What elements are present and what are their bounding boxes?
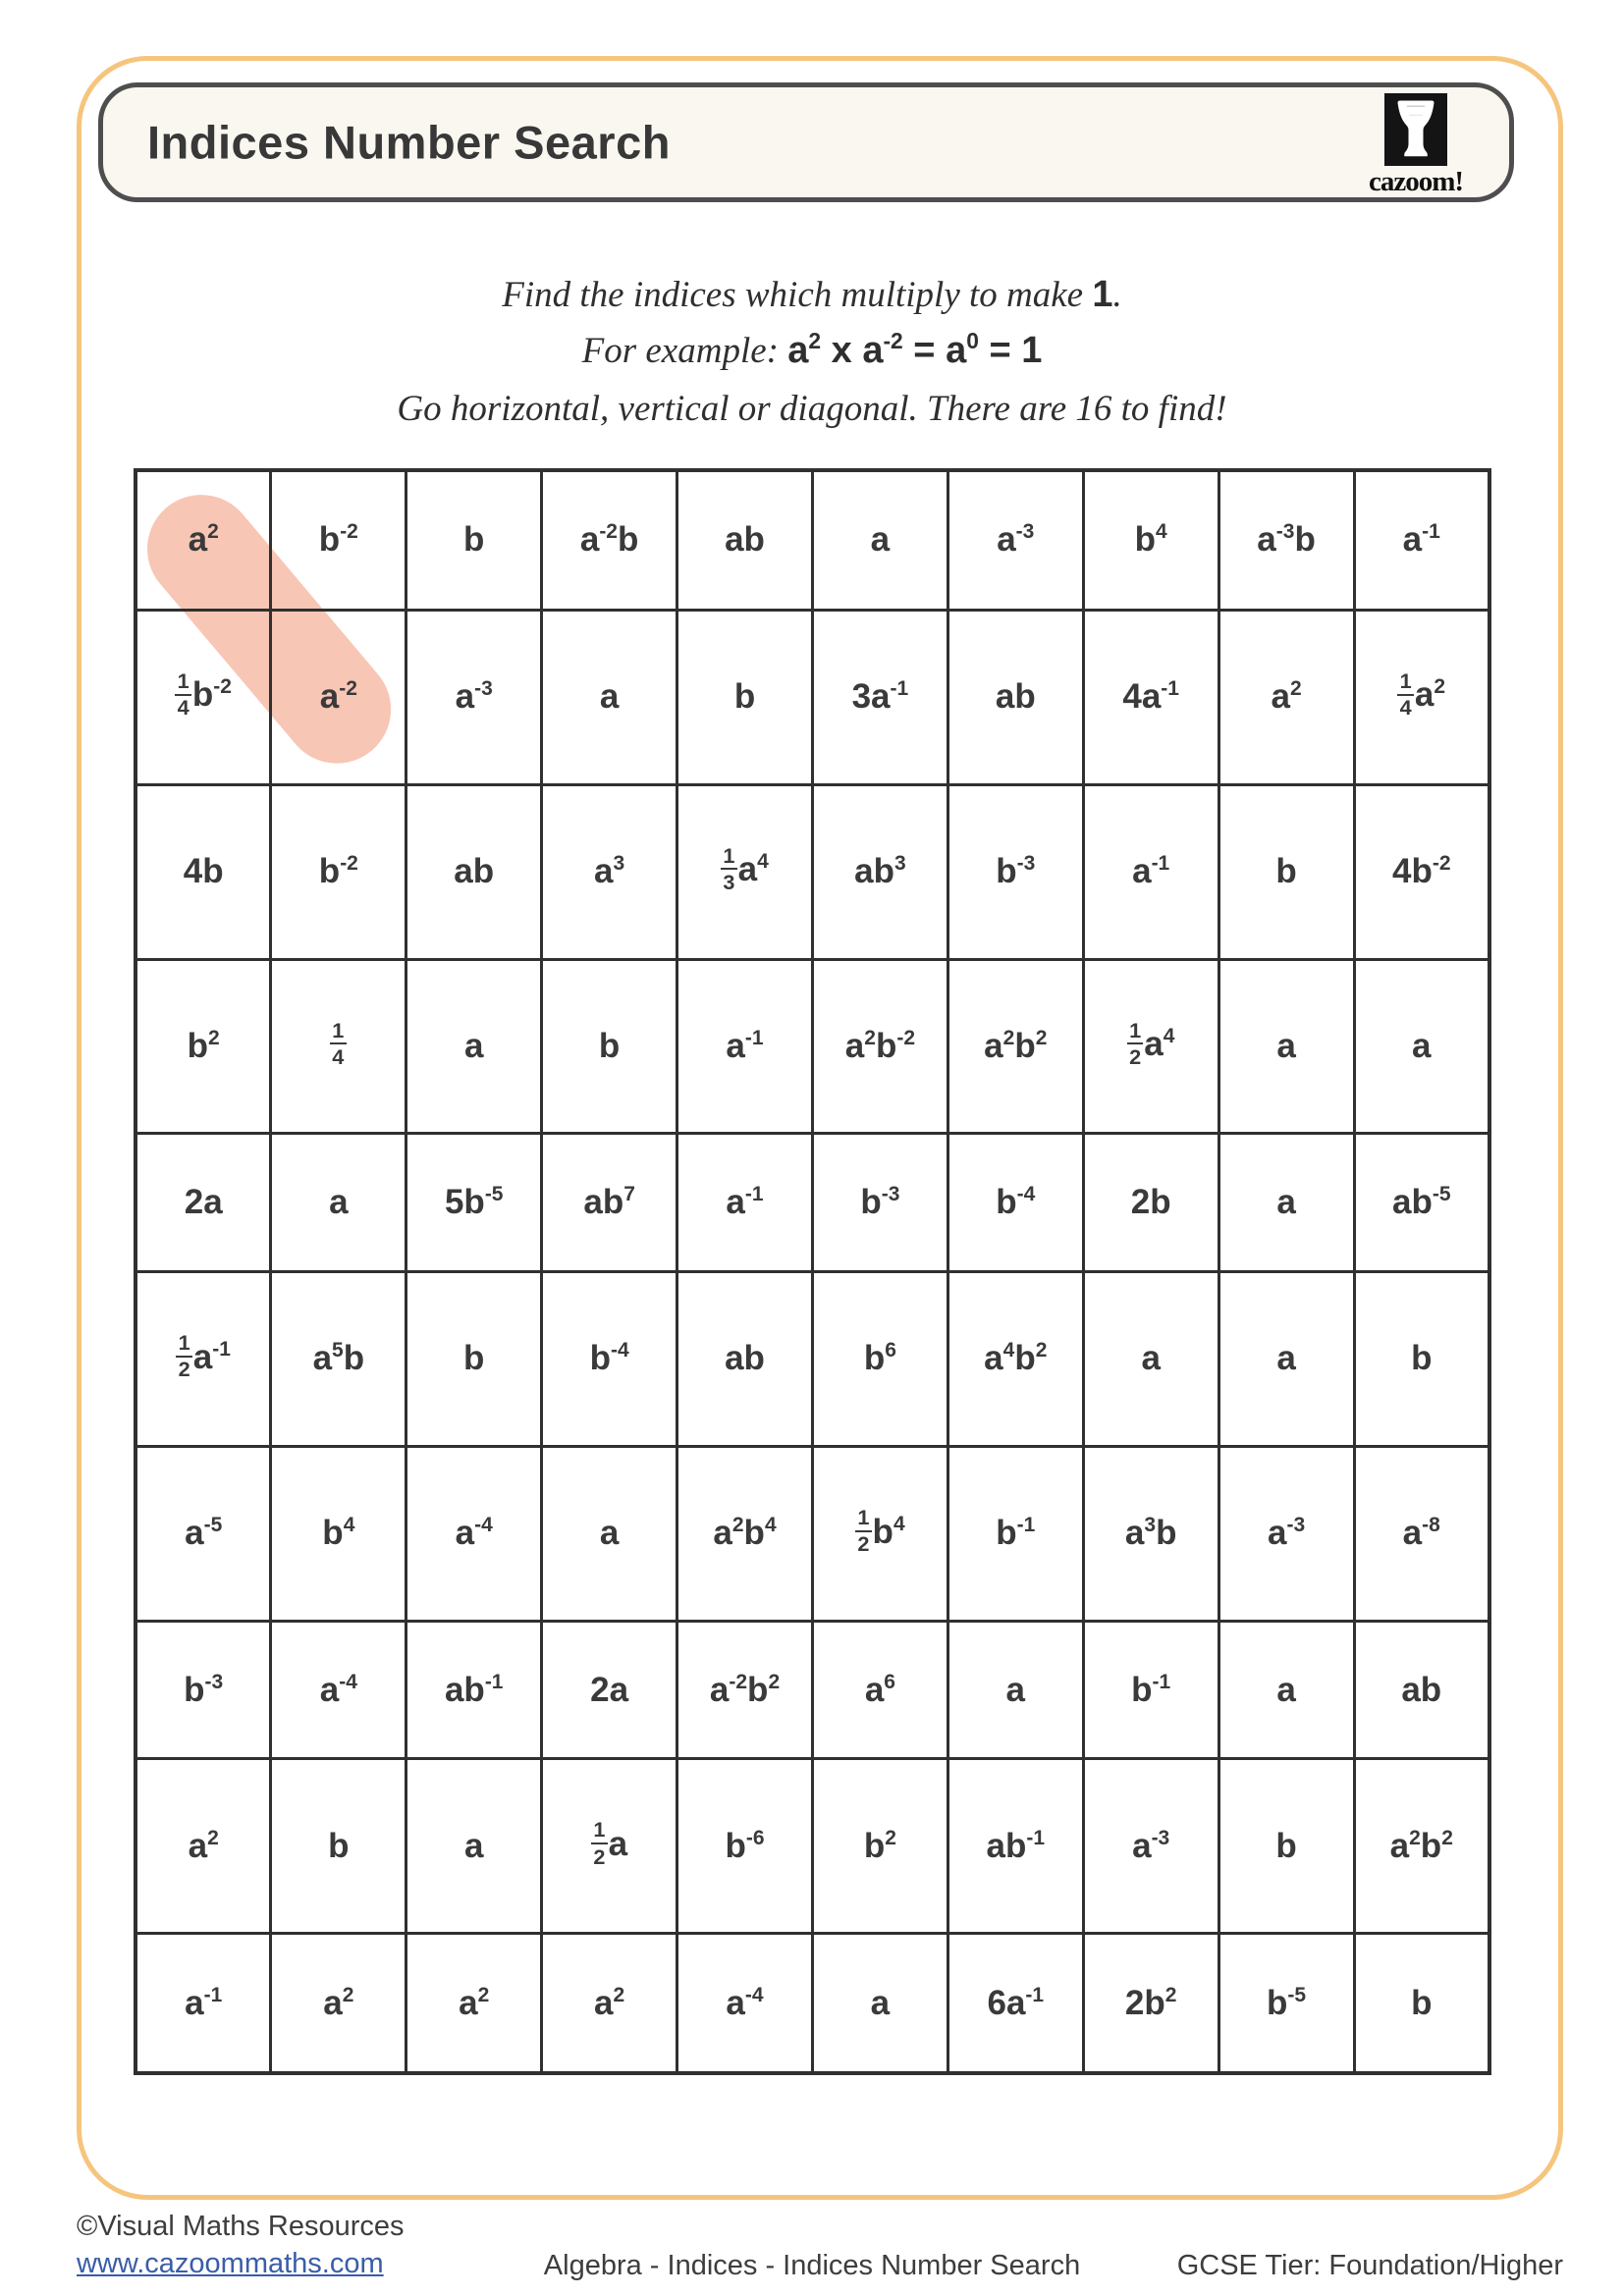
grid-cell: a	[1218, 1621, 1354, 1759]
grid-cell: $b^{-5}$	[1218, 1934, 1354, 2073]
grid-cell: $ab^{-5}$	[1354, 1134, 1489, 1272]
grid-cell: $b^{-2}$	[271, 784, 406, 959]
grid-cell: $a^{-1}$	[135, 1934, 271, 2073]
grid-cell: $a^{-1}$	[677, 959, 813, 1134]
grid-cell: $a^{-1}$	[1354, 470, 1489, 610]
copyright-text: ©Visual Maths Resources	[77, 2211, 405, 2242]
grid-row	[135, 1759, 1489, 1934]
grid-cell: $a^2b^2$	[947, 959, 1083, 1134]
grid-cell: $a^2b^{-2}$	[812, 959, 947, 1134]
grid-cell: $5b^{-5}$	[406, 1134, 542, 1272]
grid-cell: a	[947, 1621, 1083, 1759]
grid-cell: a	[812, 470, 947, 610]
grid-cell: $b^6$	[812, 1271, 947, 1446]
grid-cell: $b^{-1}$	[947, 1446, 1083, 1621]
grid-row	[135, 470, 1489, 610]
worksheet-breadcrumb: Algebra - Indices - Indices Number Search	[543, 2250, 1081, 2281]
grid-cell: a	[406, 959, 542, 1134]
grid-row	[135, 784, 1489, 959]
grid-cell: $b^{-4}$	[542, 1271, 677, 1446]
grid-cell: 2b	[1083, 1134, 1218, 1272]
page-title: Indices Number Search	[147, 116, 671, 169]
grid-cell: $3a^{-1}$	[812, 610, 947, 784]
grid-cell: $a^2$	[406, 1934, 542, 2073]
grid-cell: $a^{-4}$	[406, 1446, 542, 1621]
grid-cell: $a^{-3}$	[1083, 1759, 1218, 1934]
instructions	[0, 267, 1624, 437]
grid-cell: $a^2$	[135, 470, 271, 610]
grid-cell: $a^{-3}b$	[1218, 470, 1354, 610]
grid-row	[135, 959, 1489, 1134]
grid-cell: $\frac{1}{2}$ $a^{-1}$	[135, 1271, 271, 1446]
grid-cell: b	[406, 470, 542, 610]
grid-cell: $a^{-4}$	[271, 1621, 406, 1759]
grid-cell: $b^2$	[812, 1759, 947, 1934]
grid-row	[135, 1271, 1489, 1446]
grid-cell: $b^{-3}$	[812, 1134, 947, 1272]
instruction-line-3: Go horizontal, vertical or diagonal. There are 16 to find!	[397, 389, 1227, 429]
grid-row	[135, 1621, 1489, 1759]
grid-cell: $\frac{1}{4}$	[271, 959, 406, 1134]
grid-cell: $a^4b^2$	[947, 1271, 1083, 1446]
grid-cell: $\frac{1}{3}$ $a^4$	[677, 784, 813, 959]
grid-cell: a	[1218, 1134, 1354, 1272]
example-equation: $a^2$ x $a^{-2} = a^0 = 1$	[787, 327, 1043, 371]
grid-cell: $a^{-3}$	[1218, 1446, 1354, 1621]
grid-row	[135, 1134, 1489, 1272]
number-search-grid	[134, 468, 1491, 2075]
grid-cell: a	[271, 1134, 406, 1272]
grid-cell: $a^2$	[135, 1759, 271, 1934]
instruction-line-1: Find the indices which multiply to make 1.	[502, 274, 1122, 315]
grid-cell: $\frac{1}{2}$ $b^4$	[812, 1446, 947, 1621]
grid-cell: ab	[947, 610, 1083, 784]
grid-cell: $b^2$	[135, 959, 271, 1134]
grid-cell: ab	[677, 470, 813, 610]
grid-row	[135, 610, 1489, 784]
grid-cell: $a^2$	[1218, 610, 1354, 784]
grid-cell: $a^{-2}b$	[542, 470, 677, 610]
grid-cell: $b^{-2}$	[271, 470, 406, 610]
grid-cell: $4a^{-1}$	[1083, 610, 1218, 784]
grid-cell: $ab^3$	[812, 784, 947, 959]
grid-cell: $b^{-4}$	[947, 1134, 1083, 1272]
grid-cell: $a^6$	[812, 1621, 947, 1759]
grid-cell: ab	[1354, 1621, 1489, 1759]
grid-cell: b	[1354, 1271, 1489, 1446]
grid-cell: a	[542, 1446, 677, 1621]
grid-cell: $b^{-6}$	[677, 1759, 813, 1934]
grid-cell: a	[1218, 1271, 1354, 1446]
grid-cell: $2b^2$	[1083, 1934, 1218, 2073]
grid-cell: 2a	[135, 1134, 271, 1272]
grid-cell: $ab^{-1}$	[406, 1621, 542, 1759]
grid-cell: $b^4$	[1083, 470, 1218, 610]
grid-cell: a	[1354, 959, 1489, 1134]
title-box	[98, 82, 1514, 202]
grid-cell: $a^3b$	[1083, 1446, 1218, 1621]
grid-cell: $\frac{1}{4}$ $b^{-2}$	[135, 610, 271, 784]
grid-cell: $6a^{-1}$	[947, 1934, 1083, 2073]
grid-cell: $b^{-1}$	[1083, 1621, 1218, 1759]
grid-cell: b	[1218, 1759, 1354, 1934]
grid-cell: b	[406, 1271, 542, 1446]
grid-cell: $a^{-1}$	[1083, 784, 1218, 959]
grid-cell: b	[542, 959, 677, 1134]
grid-cell: $b^{-3}$	[135, 1621, 271, 1759]
grid-cell: ab	[677, 1271, 813, 1446]
djembe-drum-icon	[1384, 93, 1447, 166]
instruction-line-2: For example: $a^2$ x $a^{-2} = a^0 = 1$	[581, 327, 1043, 371]
grid-cell: $a^2b^2$	[1354, 1759, 1489, 1934]
grid-cell: $a^{-4}$	[677, 1934, 813, 2073]
grid-cell: $\frac{1}{2}$ a	[542, 1759, 677, 1934]
grid-row	[135, 1446, 1489, 1621]
grid-cell: $ab^7$	[542, 1134, 677, 1272]
tier-label: GCSE Tier: Foundation/Higher	[1176, 2250, 1563, 2281]
grid-cell: $a^2$	[271, 1934, 406, 2073]
grid-cell: $a^{-2}b^2$	[677, 1621, 813, 1759]
grid-cell: $4b^{-2}$	[1354, 784, 1489, 959]
grid-cell: $ab^{-1}$	[947, 1759, 1083, 1934]
grid-cell: ab	[406, 784, 542, 959]
grid-cell: $a^{-5}$	[135, 1446, 271, 1621]
grid-cell: $a^{-1}$	[677, 1134, 813, 1272]
grid-table	[134, 468, 1491, 2075]
grid-cell: $a^{-8}$	[1354, 1446, 1489, 1621]
grid-cell: $b^4$	[271, 1446, 406, 1621]
grid-cell: $a^2b^4$	[677, 1446, 813, 1621]
grid-cell: $a^{-2}$	[271, 610, 406, 784]
grid-cell: 4b	[135, 784, 271, 959]
logo-wordmark: cazoom!	[1368, 166, 1464, 197]
grid-cell: b	[677, 610, 813, 784]
grid-row	[135, 1934, 1489, 2073]
grid-cell: a	[1083, 1271, 1218, 1446]
cazoom-logo	[1352, 93, 1480, 198]
grid-cell: b	[1218, 784, 1354, 959]
grid-cell: $\frac{1}{4}$ $a^2$	[1354, 610, 1489, 784]
website-link[interactable]: www.cazoommaths.com	[77, 2248, 384, 2279]
grid-cell: $a^2$	[542, 1934, 677, 2073]
grid-cell: $a^{-3}$	[947, 470, 1083, 610]
grid-cell: $a^{-3}$	[406, 610, 542, 784]
grid-cell: 2a	[542, 1621, 677, 1759]
grid-cell: a	[1218, 959, 1354, 1134]
grid-cell: $\frac{1}{2}$ $a^4$	[1083, 959, 1218, 1134]
grid-cell: b	[271, 1759, 406, 1934]
grid-cell: $a^3$	[542, 784, 677, 959]
grid-cell: a	[406, 1759, 542, 1934]
grid-cell: a	[812, 1934, 947, 2073]
grid-cell: b	[1354, 1934, 1489, 2073]
grid-cell: a	[542, 610, 677, 784]
grid-cell: $b^{-3}$	[947, 784, 1083, 959]
grid-cell: $a^5b$	[271, 1271, 406, 1446]
